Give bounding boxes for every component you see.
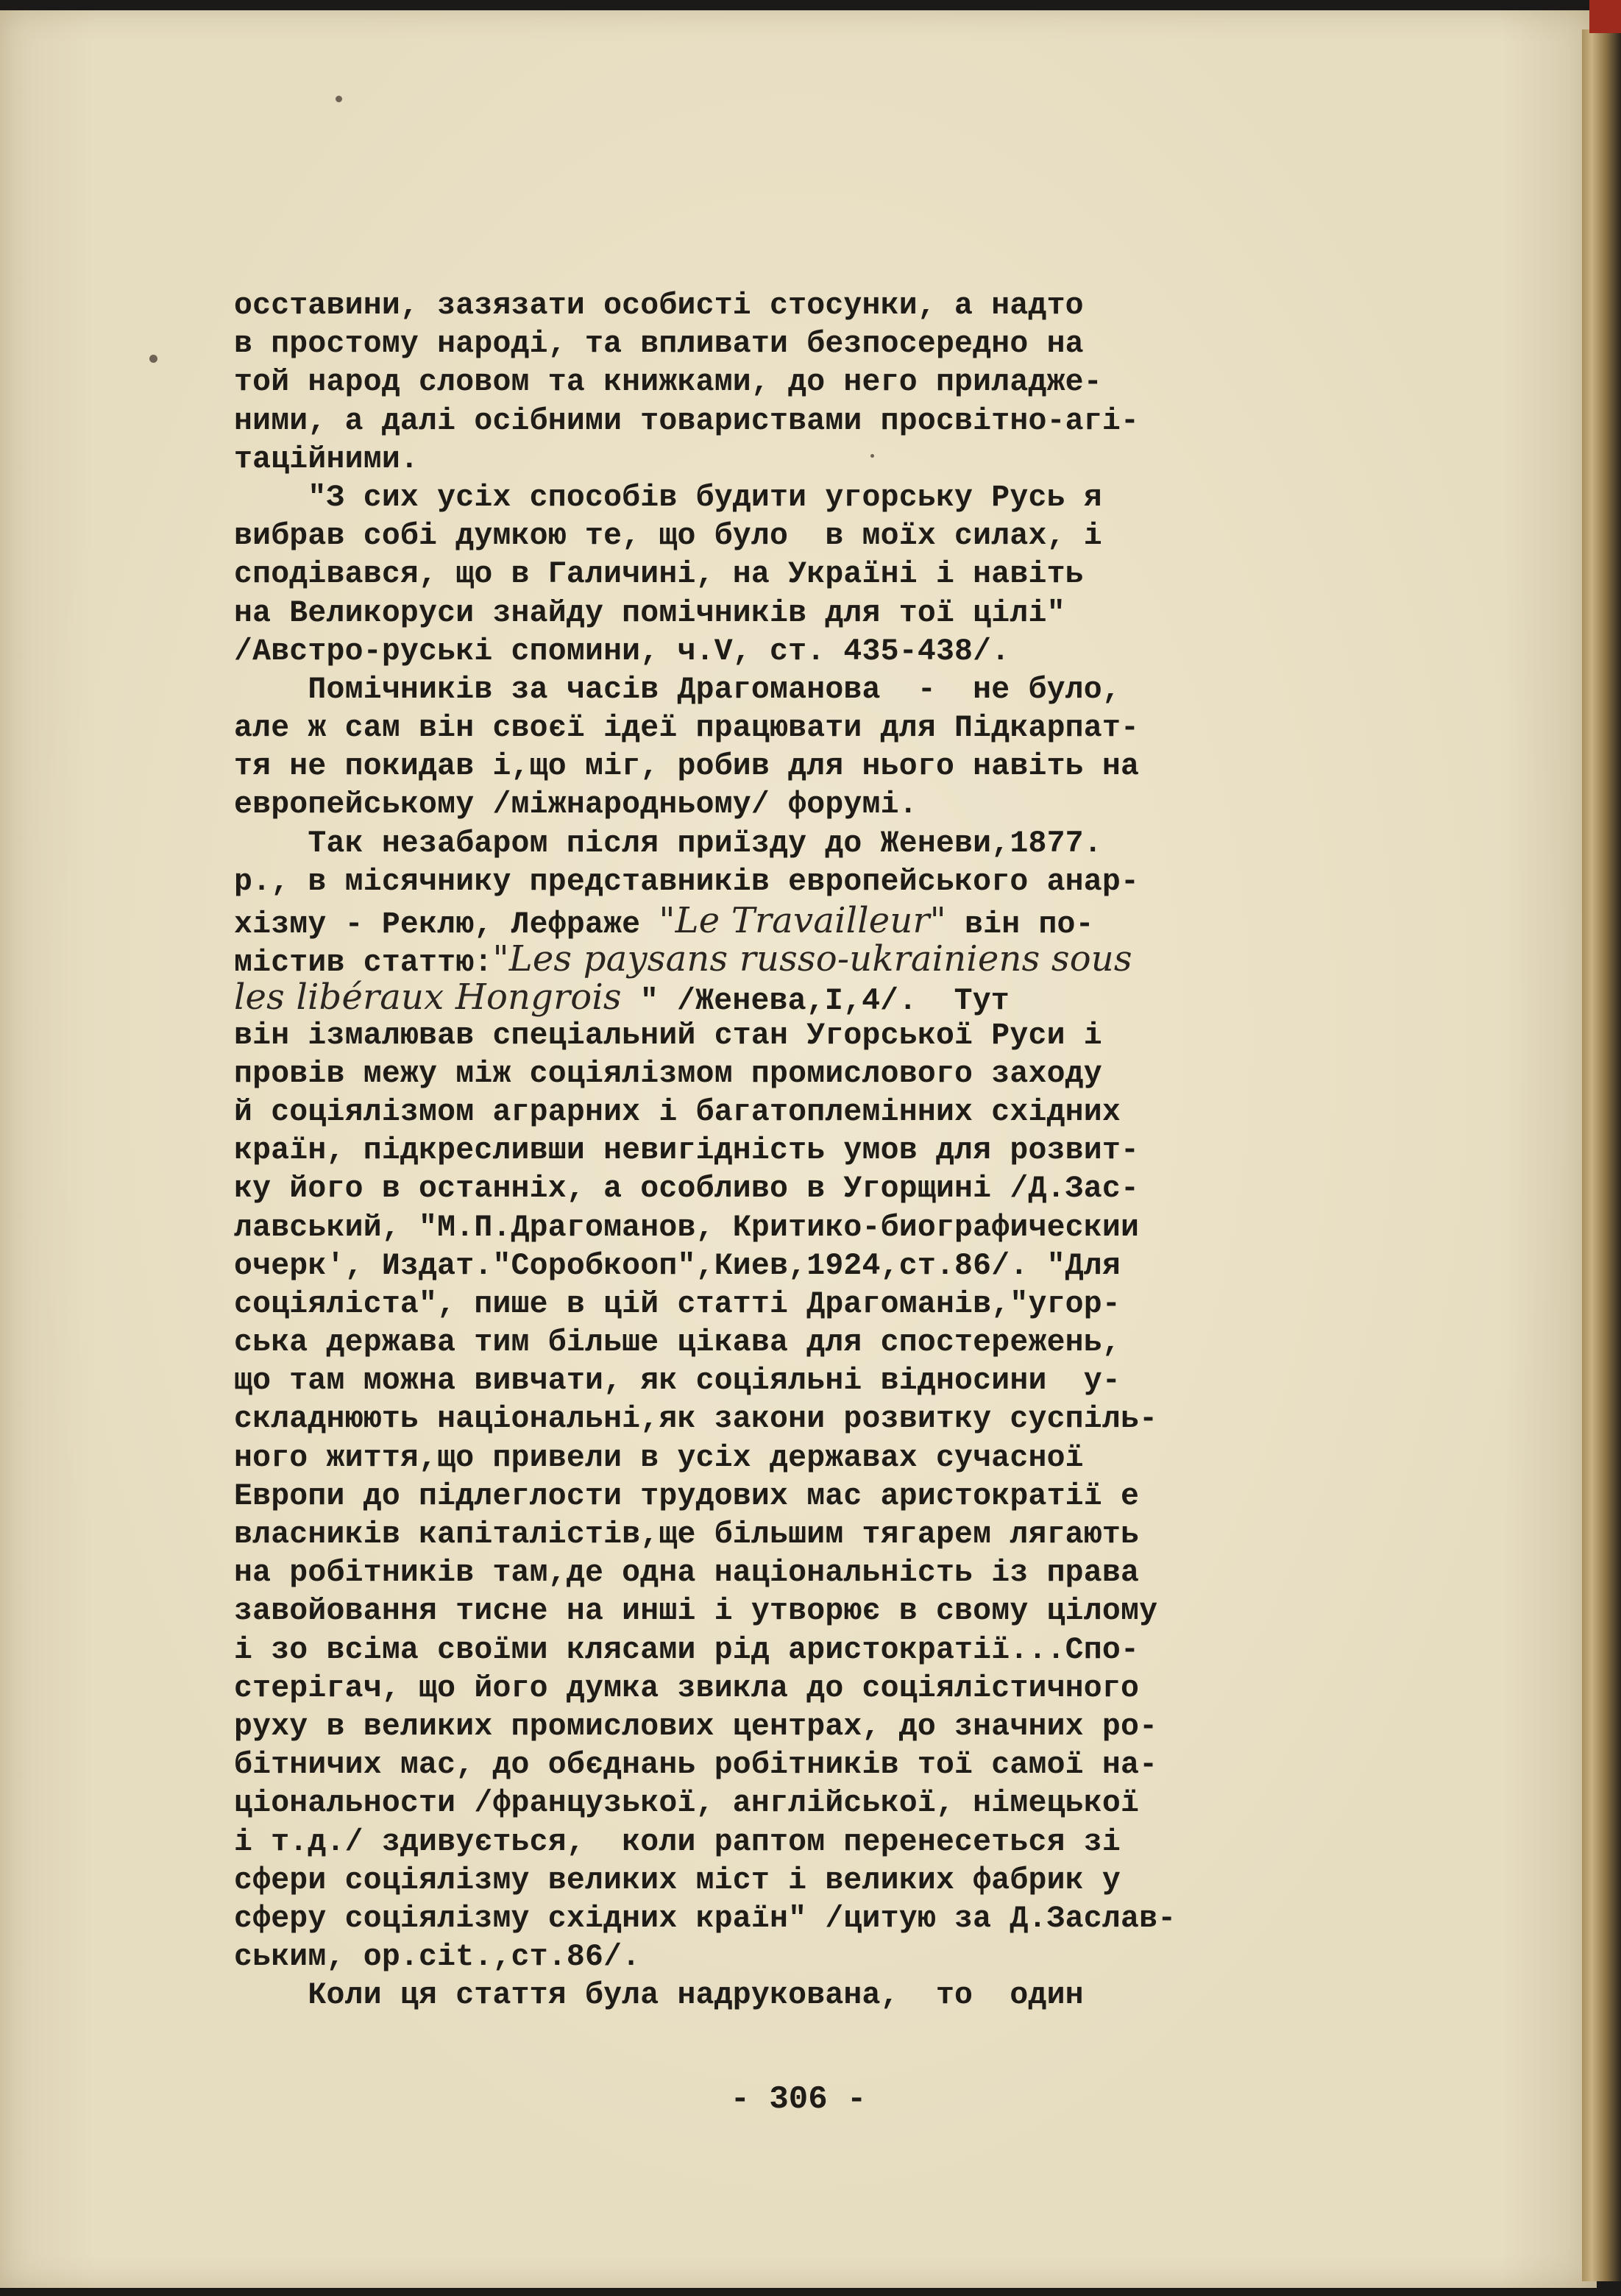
text-line: сфери соціялізму великих міст і великих фабрик у xyxy=(234,1863,1121,1898)
text-line: руху в великих промислових центрах, до значних ро- xyxy=(234,1709,1158,1744)
typed-segment: містив статтю: xyxy=(234,946,493,981)
text-line: Так незабаром після приїзду до Женеви,1877. xyxy=(234,826,1102,861)
text-line: складнюють національні,як закони розвитку суспіль- xyxy=(234,1402,1158,1437)
text-line: на робітників там,де одна національність із права xyxy=(234,1556,1140,1591)
text-line: він ізмалював спеціальний стан Угорської Руси і xyxy=(234,1018,1102,1053)
text-line: вибрав собі думкою те, що було в моїх силах, і xyxy=(234,519,1102,554)
text-line: сферу соціялізму східних країн" /цитую за Д.Заслав- xyxy=(234,1901,1177,1936)
text-line: і зо всіма своїми клясами рід аристократії...Спо- xyxy=(234,1632,1140,1668)
text-line: "З сих усіх способів будити угорську Русь я xyxy=(234,480,1102,515)
text-line: Европи до підлеглости трудових мас аристократії е xyxy=(234,1478,1140,1514)
typed-segment: він по- xyxy=(946,907,1094,942)
document-page xyxy=(0,10,1597,2288)
text-line: і т.д./ здивується, коли раптом перенесеться зі xyxy=(234,1824,1121,1860)
text-line: що там можна вивчати, як соціяльні відносини у- xyxy=(234,1364,1121,1399)
text-line: ку його в останніх, а особливо в Угорщині /Д.Зас- xyxy=(234,1172,1140,1207)
paper-speck xyxy=(149,355,157,363)
text-line: власників капіталістів,ще більшим тягарем лягають xyxy=(234,1517,1140,1552)
text-line: й соціялізмом аграрних і багатоплемінних східних xyxy=(234,1094,1121,1130)
handwritten-title: "Les paysans russo-ukrainiens sous xyxy=(492,938,1132,980)
text-line: Помічників за часів Драгоманова - не було, xyxy=(234,672,1121,707)
handwritten-title: les libéraux Hongrois xyxy=(234,977,622,1018)
text-line: лавський, "М.П.Драгоманов, Критико-биографическии xyxy=(234,1210,1140,1245)
text-line: в простому народі, та впливати безпосередно на xyxy=(234,327,1084,362)
text-line: країн, підкресливши невигідність умов для розвит- xyxy=(234,1133,1140,1169)
book-page-edge xyxy=(1582,29,1621,2281)
text-line: очерк', Издат."Соробкооп",Киев,1924,ст.86/. "Для xyxy=(234,1248,1121,1283)
paper-speck xyxy=(336,96,342,102)
text-line: соціяліста", пише в цій статті Драгоманів,"угор- xyxy=(234,1286,1121,1322)
text-line: провів межу між соціялізмом промислового заходу xyxy=(234,1056,1102,1091)
text-line: бітничих мас, до обєднань робітників тої самої на- xyxy=(234,1748,1158,1783)
text-line: европейському /міжнародньому/ форумі. xyxy=(234,787,918,823)
handwritten-title: "Le Travailleur" xyxy=(659,900,946,941)
text-line: Коли ця стаття була надрукована, то один xyxy=(234,1978,1084,2013)
text-line: той народ словом та книжками, до него приладже- xyxy=(234,365,1102,400)
text-line-with-handwriting xyxy=(234,901,1485,940)
page-number: - 306 - xyxy=(730,2081,867,2118)
text-line: ська держава тим більше цікава для спостережень, xyxy=(234,1325,1121,1361)
text-line: /Австро-руські спомини, ч.V, ст. 435-438/. xyxy=(234,634,1010,669)
text-line: ціональности /французької, англійської, німецької xyxy=(234,1786,1140,1821)
text-line: тя не покидав і,що міг, робив для нього навіть на xyxy=(234,749,1140,784)
text-line: р., в місячнику представників европейського анар- xyxy=(234,864,1140,899)
text-line: ного життя,що привели в усіх державах сучасної xyxy=(234,1440,1084,1475)
text-line: але ж сам він своєї ідеї працювати для Підкарпат- xyxy=(234,711,1140,746)
binding-tab xyxy=(1589,0,1621,33)
text-line: осставини, зазязати особисті стосунки, а надто xyxy=(234,288,1084,323)
typed-segment: " /Женева,І,4/. Тут xyxy=(621,984,1010,1019)
text-line: завойовання тисне на инші і утворює в свому цілому xyxy=(234,1594,1158,1629)
text-line-with-handwriting xyxy=(234,938,1485,981)
typed-text-block xyxy=(234,287,1485,2015)
text-line: на Великоруси знайду помічників для тої цілі" xyxy=(234,595,1065,631)
text-line: ським, op.cit.,ст.86/. xyxy=(234,1940,641,1975)
text-line: ними, а далі осібними товариствами просвітно-агі- xyxy=(234,403,1140,439)
text-line: сподівався, що в Галичині, на Україні і навіть xyxy=(234,557,1084,592)
text-line: стерігач, що його думка звикла до соціялістичного xyxy=(234,1670,1140,1706)
typed-segment: хізму - Реклю, Лефраже xyxy=(234,907,659,942)
text-line: таційними. xyxy=(234,442,419,477)
text-line-with-handwriting xyxy=(234,977,1485,1019)
